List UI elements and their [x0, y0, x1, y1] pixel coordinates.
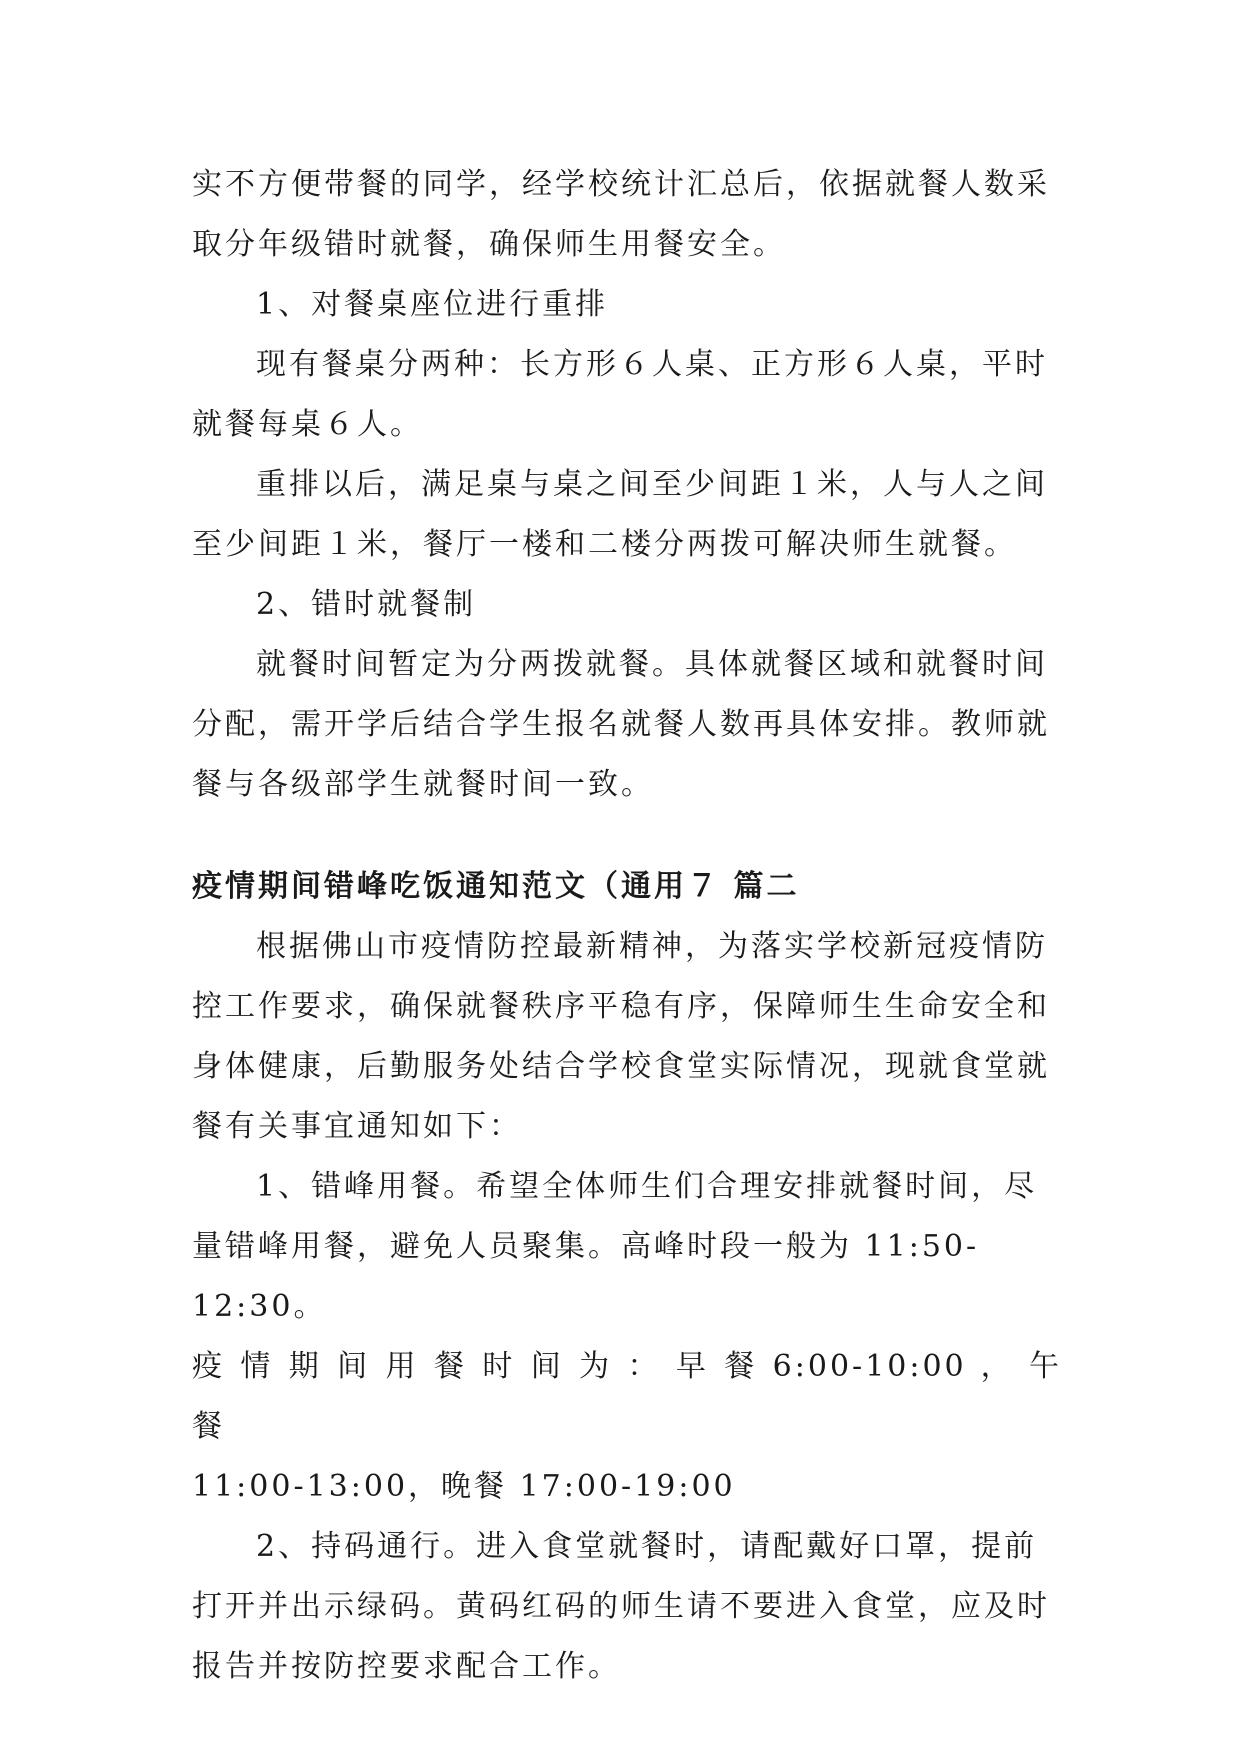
paragraph-meal-times: 疫 情 期 间 用 餐 时 间 为 ： 早 餐 6:00-10:00 ， 午 餐: [192, 1349, 1062, 1444]
paragraph-peak-hours: 1、错峰用餐。希望全体师生们合理安排就餐时间，尽量错峰用餐，避免人员聚集。高峰时段一般为 11:50-12:30。: [192, 1169, 1038, 1324]
section-one: [192, 155, 1062, 815]
paragraph-tables: 现有餐桌分两种：长方形６人桌、正方形６人桌，平时就餐每桌６人。: [192, 347, 1048, 442]
paragraph-continued: 实不方便带餐的同学，经学校统计汇总后，依据就餐人数采取分年级错时就餐，确保师生用餐安全。: [192, 167, 1050, 262]
section-heading: 疫情期间错峰吃饭通知范文（通用７ 篇二: [192, 869, 800, 904]
paragraph-schedule: 就餐时间暂定为分两拨就餐。具体就餐区域和就餐时间分配，需开学后结合学生报名就餐人数再具体安排。教师就餐与各级部学生就餐时间一致。: [192, 647, 1050, 802]
paragraph-spacing: 重排以后，满足桌与桌之间至少间距１米，人与人之间至少间距１米，餐厅一楼和二楼分两拨可解决师生就餐。: [192, 467, 1048, 562]
item-heading-staggered: 2、错时就餐制: [256, 587, 477, 622]
paragraph-health-code: 2、持码通行。进入食堂就餐时，请配戴好口罩，提前打开并出示绿码。黄码红码的师生请不要进入食堂，应及时报告并按防控要求配合工作。: [192, 1529, 1050, 1684]
paragraph-meal-times-cont: 11:00-13:00，晚餐 17:00-19:00: [192, 1469, 736, 1504]
section-two: [192, 857, 1062, 1697]
paragraph-intro: 根据佛山市疫情防控最新精神，为落实学校新冠疫情防控工作要求，确保就餐秩序平稳有序，保障师生生命安全和身体健康，后勤服务处结合学校食堂实际情况，现就食堂就餐有关事宜通知如下：: [192, 929, 1050, 1144]
item-heading-reseat: 1、对餐桌座位进行重排: [256, 287, 609, 322]
